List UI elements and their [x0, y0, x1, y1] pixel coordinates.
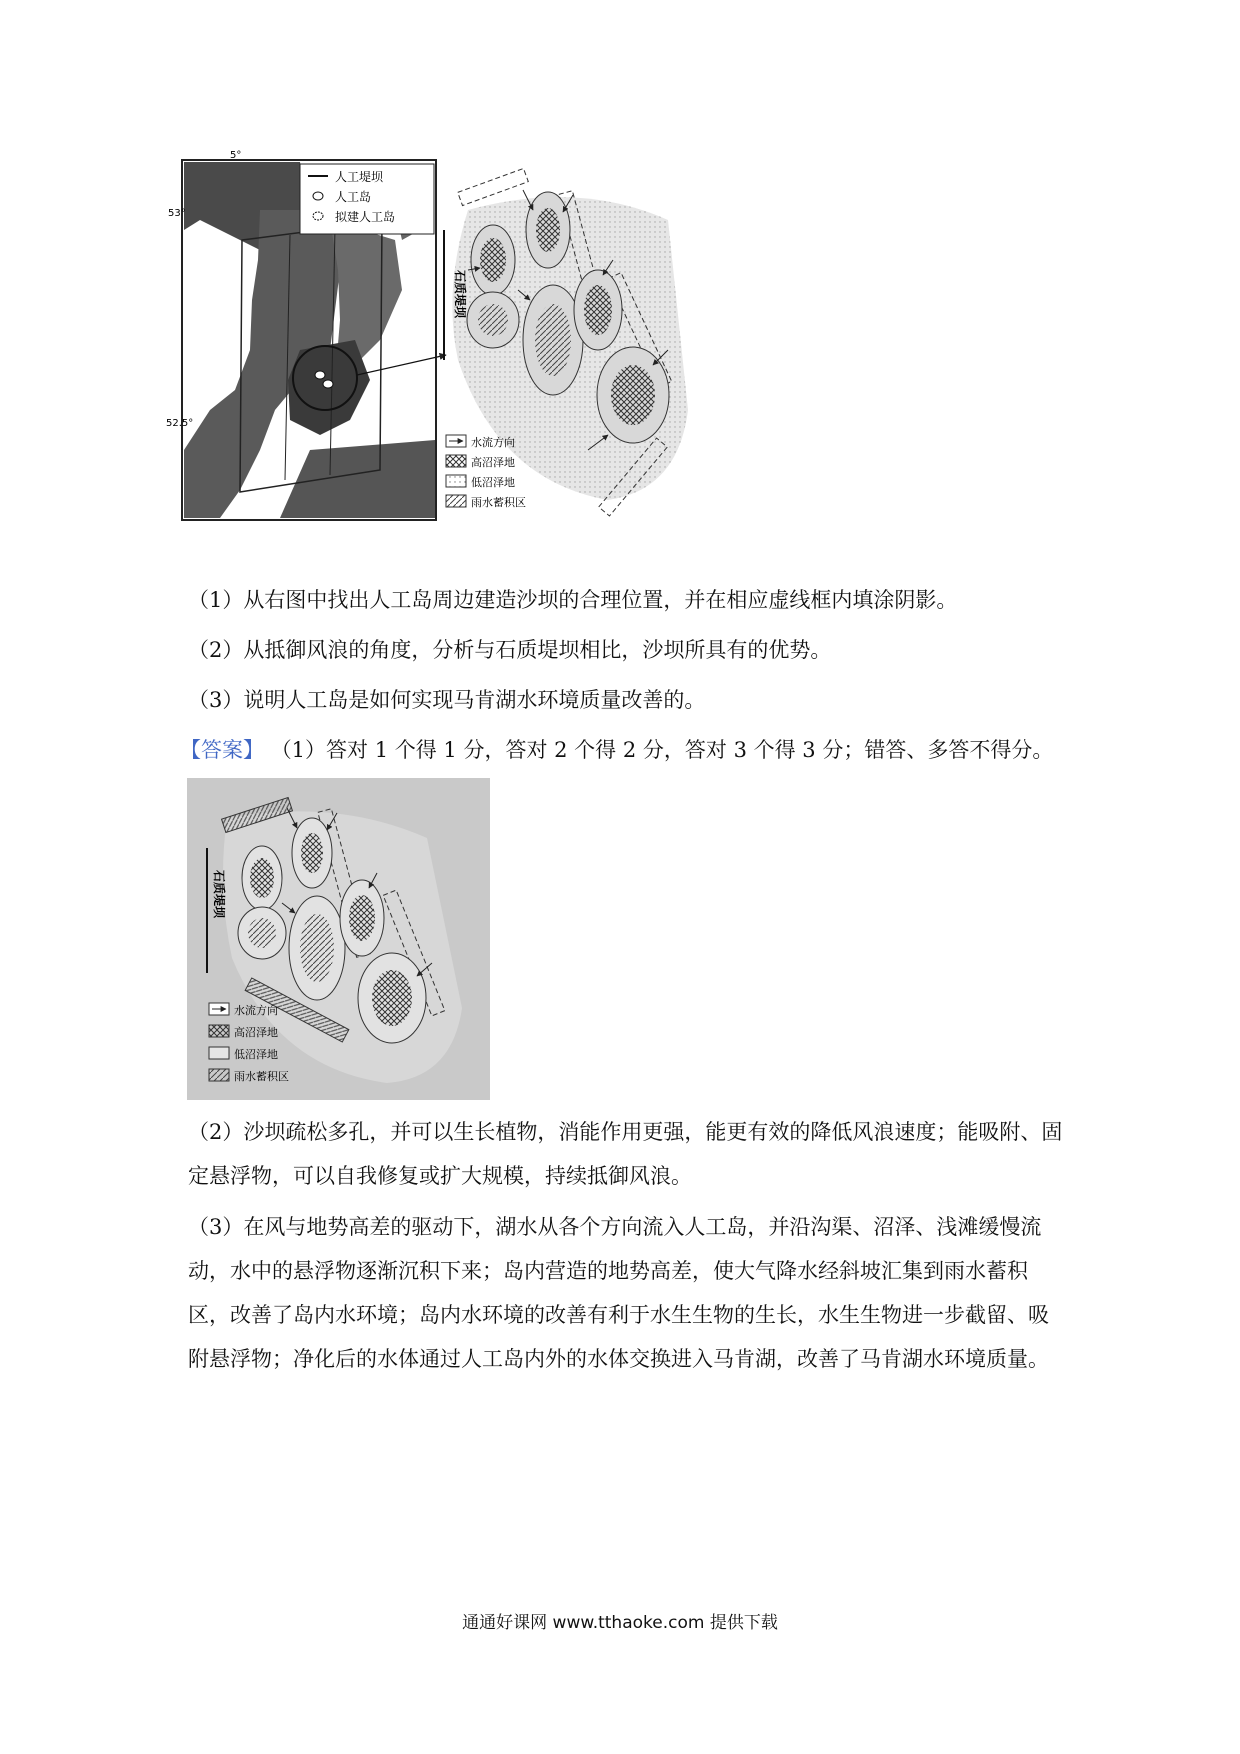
top-figure — [166, 150, 740, 570]
legend-low-marsh: 低沼泽地 — [471, 476, 515, 489]
answer-tag: 【答案】 — [180, 738, 264, 762]
question-2: （2）从抵御风浪的角度，分析与石质堤坝相比，沙坝所具有的优势。 — [188, 638, 832, 662]
answer-legend-high-marsh: 高沼泽地 — [234, 1026, 278, 1039]
answer-legend-flow: 水流方向 — [234, 1004, 278, 1017]
answer-legend-rain-storage: 雨水蓄积区 — [234, 1070, 289, 1083]
answer-part-3: （3）在风与地势高差的驱动下，湖水从各个方向流入人工岛，并沿沟渠、沼泽、浅滩缓慢流动，水中的悬浮物逐渐沉积下来；岛内营造的地势高差，使大气降水经斜坡汇集到雨水蓄积区，改善了岛内水环境；岛内水环境的改善有利于水生生物的生长，水生生物进一步截留、吸附悬浮物；净化后的水体通过人工岛内外的水体交换进入马肯湖，改善了马肯湖水环境质量。 — [188, 1215, 1049, 1371]
map-lat-top: 53° — [168, 208, 186, 219]
map-panel — [166, 150, 446, 520]
answer-line-1 — [180, 728, 1080, 772]
answer-part-1: （1）答对 1 个得 1 分，答对 2 个得 2 分，答对 3 个得 3 分；错答、多答不得分。 — [270, 738, 1054, 762]
page-footer: 通通好课网 www.tthaoke.com 提供下载 — [462, 1613, 778, 1633]
answer-dam-label: 石质堤坝 — [212, 870, 226, 919]
answer-legend-low-marsh: 低沼泽地 — [234, 1048, 278, 1061]
diagram-legend — [446, 435, 526, 509]
answer-part-2: （2）沙坝疏松多孔，并可以生长植物，消能作用更强，能更有效的降低风浪速度；能吸附、固定悬浮物，可以自我修复或扩大规模，持续抵御风浪。 — [188, 1120, 1063, 1188]
island-diagram — [444, 168, 688, 516]
legend-high-marsh: 高沼泽地 — [471, 456, 515, 469]
map-lon-label: 5° — [230, 150, 242, 161]
map-legend-dam: 人工堤坝 — [335, 170, 384, 184]
map-legend-planned-island: 拟建人工岛 — [335, 210, 396, 224]
diagram-dam-label: 石质堤坝 — [453, 270, 467, 319]
legend-flow-direction: 水流方向 — [471, 436, 515, 449]
map-legend-island: 人工岛 — [335, 190, 372, 204]
question-1: （1）从右图中找出人工岛周边建造沙坝的合理位置，并在相应虚线框内填涂阴影。 — [188, 588, 958, 612]
question-3: （3）说明人工岛是如何实现马肯湖水环境质量改善的。 — [188, 688, 706, 712]
answer-diagram — [187, 778, 490, 1100]
legend-rain-storage: 雨水蓄积区 — [471, 496, 526, 509]
map-lat-bottom: 52.5° — [166, 418, 194, 429]
